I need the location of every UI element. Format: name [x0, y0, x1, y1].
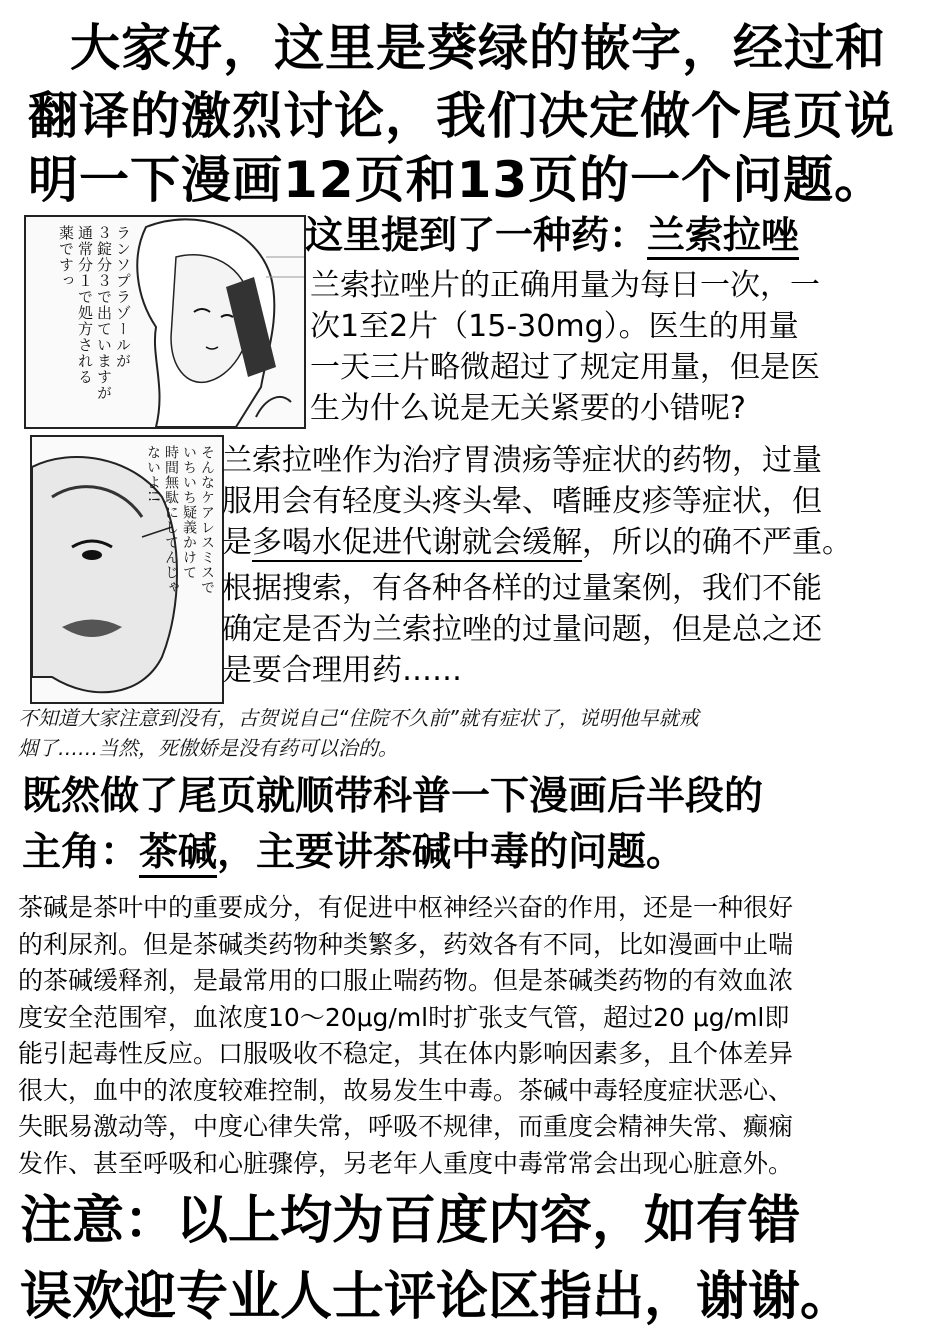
- note-line: 不知道大家注意到没有，古贺说自己“住院不久前”就有症状了，说明他早就戒: [18, 706, 699, 730]
- section2-body: [18, 890, 793, 1182]
- drug-name-lansoprazole: 兰索拉唑: [647, 213, 799, 260]
- speech-bubble-doctor: [144, 445, 216, 695]
- manga-panel-doctor: [30, 435, 224, 704]
- body-line: 的利尿剂。但是茶碱类药物种类繁多，药效各有不同，比如漫画中止喘: [18, 929, 794, 959]
- body-line: 很大，血中的浓度较难控制，故易发生中毒。茶碱中毒轻度症状恶心、: [18, 1075, 794, 1105]
- para-line: 服用会有轻度头疼头晕、嗜睡皮疹等症状，但: [222, 484, 822, 519]
- handwritten-note: [18, 703, 699, 763]
- bubble-line: 薬ですっ: [57, 225, 75, 289]
- intro-line-1: 大家好，这里是葵绿的嵌字，经过和: [70, 19, 886, 77]
- footer-line-2: 误欢迎专业人士评论区指出，谢谢。: [20, 1267, 853, 1327]
- intro-line-3: 明一下漫画12页和13页的一个问题。: [28, 151, 886, 209]
- section1-para3: [222, 568, 822, 691]
- para-text: 是: [222, 525, 252, 560]
- section1-para2: [222, 440, 852, 563]
- body-line: 茶碱是茶叶中的重要成分，有促进中枢神经兴奋的作用，还是一种很好: [18, 893, 794, 922]
- section2-heading-prefix: 主角：: [22, 830, 140, 875]
- body-line: 能引起毒性反应。口服吸收不稳定，其在体内影响因素多，且个体差异: [18, 1039, 794, 1068]
- para-line: 一天三片略微超过了规定用量，但是医: [310, 350, 820, 385]
- body-line: 度安全范围窄，血浓度10～20μg/ml时扩张支气管，超过20 μg/ml即: [18, 1002, 790, 1032]
- body-line: 失眠易激动等，中度心律失常，呼吸不规律，而重度会精神失常、癫痫: [18, 1112, 794, 1141]
- body-line: 发作、甚至呼吸和心脏骤停，另老年人重度中毒常常会出现心脏意外。: [18, 1148, 794, 1178]
- bubble-line: そんなケアレスミスで: [199, 445, 215, 595]
- bubble-line: 時間無駄にしてんじゃ: [163, 445, 179, 595]
- para-line: [222, 522, 852, 563]
- bubble-line: ランソプラゾールが: [114, 225, 132, 369]
- section1-heading-prefix: 这里提到了一种药：: [305, 213, 648, 257]
- bubble-line: 通常分１で処方される: [76, 225, 94, 385]
- para-line: 根据搜索，有各种各样的过量案例，我们不能: [222, 571, 822, 606]
- drug-name-theophylline: 茶碱: [139, 830, 217, 878]
- bubble-line: ないよ!!: [145, 445, 161, 504]
- bubble-line: ３錠分３で出ていますが: [95, 225, 113, 401]
- para-text: ，所以的确不严重。: [582, 525, 852, 560]
- note-line: 烟了……当然，死傲娇是没有药可以治的。: [18, 736, 398, 760]
- para-line: 兰索拉唑片的正确用量为每日一次，一: [310, 268, 820, 303]
- section2-heading-line2: [22, 826, 685, 880]
- section1-heading: [305, 210, 799, 260]
- section1-para1: [310, 265, 820, 429]
- para-line: 次1至2片（15-30mg）。医生的用量: [310, 309, 799, 344]
- section2-heading-line1: 既然做了尾页就顺带科普一下漫画后半段的: [22, 774, 764, 819]
- section2-heading-suffix: ，主要讲茶碱中毒的问题。: [217, 830, 686, 875]
- para-line: 兰索拉唑作为治疗胃溃疡等症状的药物，过量: [222, 443, 822, 478]
- underlined-remedy: 多喝水促进代谢就会缓解: [252, 525, 582, 560]
- intro-line-2: 翻译的激烈讨论，我们决定做个尾页说: [28, 87, 895, 145]
- para-line: 确定是否为兰索拉唑的过量问题，但是总之还: [222, 612, 822, 647]
- speech-bubble-woman: [56, 225, 132, 410]
- footer-line-1: 注意：以上均为百度内容，如有错: [20, 1191, 801, 1251]
- bubble-line: いちいち疑義かけて: [181, 445, 197, 580]
- para-line: 生为什么说是无关紧要的小错呢?: [310, 391, 746, 426]
- manga-panel-woman: [24, 215, 306, 429]
- body-line: 的茶碱缓释剂，是最常用的口服止喘药物。但是茶碱类药物的有效血浓: [18, 966, 794, 995]
- para-line: 是要合理用药……: [222, 653, 462, 688]
